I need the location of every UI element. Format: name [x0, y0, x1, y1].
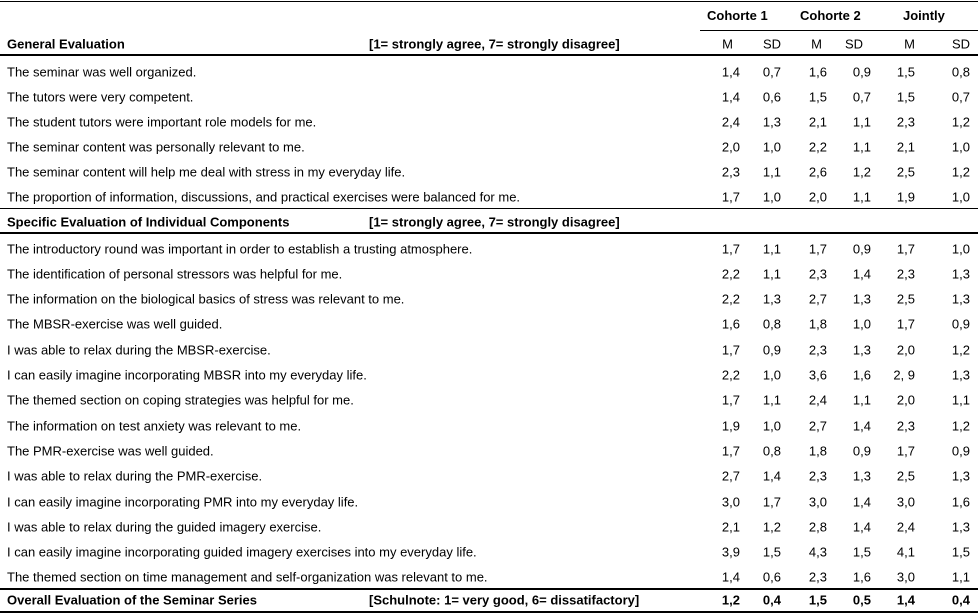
m-cohort-1-value: 1,7 — [721, 392, 740, 408]
sd-cohort-2-value: 0,9 — [852, 443, 871, 459]
sd-cohort-1-value: 1,7 — [762, 494, 781, 509]
m-jointly-value: 2,4 — [896, 519, 915, 535]
table-row — [0, 413, 978, 438]
sd-cohort-1-value: 1,5 — [762, 544, 781, 560]
sd-jointly-value: 0,4 — [951, 592, 970, 608]
table-row — [0, 261, 978, 286]
sd-cohort-2-value: 1,6 — [852, 367, 871, 383]
table-row — [0, 287, 978, 312]
sd-cohort-2-value: 1,3 — [852, 342, 871, 358]
statement-text: I can easily imagine incorporating MBSR into my everyday life. — [7, 367, 367, 383]
m-cohort-2-value: 2,8 — [808, 519, 827, 535]
statement-text: The proportion of information, discussions, and practical exercises were balanced for me. — [7, 189, 521, 204]
cohort-2-header: Cohorte 2 — [800, 8, 861, 23]
sd-cohort-2-value: 0,9 — [852, 241, 871, 256]
m-jointly-value: 2,3 — [896, 266, 915, 282]
statement-text: I was able to relax during the guided imagery exercise. — [7, 519, 322, 535]
sd-cohort-2-value: 1,1 — [852, 392, 871, 408]
table-row — [0, 363, 978, 388]
sd-cohort-1-value: 1,3 — [762, 291, 781, 307]
m-cohort-1-value: 1,9 — [721, 418, 740, 434]
sd-jointly-value: 1,2 — [951, 418, 970, 434]
m-cohort-2-value: 4,3 — [808, 544, 827, 560]
m-jointly-value: 2,3 — [896, 418, 915, 434]
sd-jointly-value: 1,2 — [951, 342, 970, 358]
m-cohort-1-value: 1,7 — [721, 443, 740, 459]
m-jointly-value: 3,0 — [896, 494, 915, 509]
sd-cohort-2-value: 1,3 — [852, 468, 871, 484]
general-section-title: General Evaluation — [7, 36, 125, 51]
m-cohort-1-value: 1,4 — [721, 569, 740, 585]
sd-cohort-2-value: 1,4 — [852, 418, 871, 434]
m-column-label: M — [722, 36, 733, 51]
statement-text: The seminar content was personally relevant to me. — [7, 139, 305, 154]
m-jointly-value: 2,5 — [896, 291, 915, 307]
sd-cohort-2-value: 1,4 — [852, 494, 871, 509]
sd-cohort-1-value: 0,6 — [762, 569, 781, 585]
sd-cohort-2-value: 1,0 — [852, 316, 871, 332]
m-cohort-2-value: 1,6 — [808, 64, 827, 79]
sd-cohort-2-value: 1,1 — [852, 139, 871, 154]
m-cohort-2-value: 2,3 — [808, 266, 827, 282]
m-cohort-1-value: 3,9 — [721, 544, 740, 560]
m-cohort-2-value: 2,4 — [808, 392, 827, 408]
sd-cohort-1-value: 0,4 — [762, 592, 781, 608]
m-cohort-1-value: 2,7 — [721, 468, 740, 484]
statement-text: The themed section on time management and self-organization was relevant to me. — [7, 569, 488, 585]
m-cohort-2-value: 2,7 — [808, 418, 827, 434]
m-jointly-value: 4,1 — [896, 544, 915, 560]
sd-cohort-2-value: 1,5 — [852, 544, 871, 560]
m-cohort-2-value: 2,1 — [808, 114, 827, 129]
sd-cohort-1-value: 1,1 — [762, 241, 781, 256]
sd-cohort-1-value: 1,0 — [762, 418, 781, 434]
specific-section-header — [0, 209, 978, 234]
m-cohort-1-value: 2,4 — [721, 114, 740, 129]
m-cohort-2-value: 2,7 — [808, 291, 827, 307]
m-cohort-2-value: 2,6 — [808, 164, 827, 179]
sd-jointly-value: 1,0 — [951, 241, 970, 256]
sd-column-label: SD — [951, 36, 970, 51]
table-row — [0, 84, 978, 109]
sd-cohort-1-value: 1,3 — [762, 114, 781, 129]
specific-scale-note: [1= strongly agree, 7= strongly disagree] — [369, 214, 620, 229]
m-cohort-1-value: 1,2 — [721, 592, 740, 608]
table-row — [0, 489, 978, 514]
table-row — [0, 134, 978, 159]
top-rule — [0, 1, 978, 2]
statement-text: The information on the biological basics of stress was relevant to me. — [7, 291, 405, 307]
sd-jointly-value: 0,9 — [951, 443, 970, 459]
m-cohort-1-value: 2,2 — [721, 291, 740, 307]
sd-cohort-1-value: 1,1 — [762, 164, 781, 179]
sd-cohort-2-value: 1,6 — [852, 569, 871, 585]
table-row — [0, 565, 978, 590]
sd-jointly-value: 1,1 — [951, 569, 970, 585]
m-jointly-value: 1,7 — [896, 443, 915, 459]
sd-jointly-value: 1,3 — [951, 266, 970, 282]
sd-column-label: SD — [762, 36, 781, 51]
m-cohort-1-value: 2,0 — [721, 139, 740, 154]
statement-text: I was able to relax during the MBSR-exercise. — [7, 342, 271, 358]
m-jointly-value: 3,0 — [896, 569, 915, 585]
overall-scale-note: [Schulnote: 1= very good, 6= dissatifactory] — [369, 592, 640, 608]
m-cohort-2-value: 3,0 — [808, 494, 827, 509]
m-jointly-value: 2,0 — [896, 342, 915, 358]
m-jointly-value: 1,5 — [896, 64, 915, 79]
m-cohort-1-value: 1,7 — [721, 189, 740, 204]
m-cohort-1-value: 2,2 — [721, 266, 740, 282]
m-jointly-value: 2, 9 — [893, 367, 915, 383]
sd-cohort-2-value: 0,9 — [852, 64, 871, 79]
m-jointly-value: 1,7 — [896, 241, 915, 256]
sd-cohort-1-value: 1,1 — [762, 266, 781, 282]
sd-jointly-value: 0,7 — [951, 89, 970, 104]
sd-cohort-2-value: 0,7 — [852, 89, 871, 104]
m-jointly-value: 2,1 — [896, 139, 915, 154]
table-row — [0, 337, 978, 362]
m-cohort-1-value: 1,6 — [721, 316, 740, 332]
m-cohort-2-value: 1,8 — [808, 443, 827, 459]
statement-text: The seminar was well organized. — [7, 64, 197, 79]
m-cohort-2-value: 2,3 — [808, 569, 827, 585]
m-jointly-value: 1,9 — [896, 189, 915, 204]
m-cohort-2-value: 2,3 — [808, 342, 827, 358]
table-row — [0, 236, 978, 261]
jointly-header: Jointly — [903, 8, 945, 23]
m-jointly-value: 1,5 — [896, 89, 915, 104]
sd-cohort-1-value: 1,2 — [762, 519, 781, 535]
table-row — [0, 184, 978, 209]
cohort-1-header: Cohorte 1 — [707, 8, 768, 23]
sd-cohort-1-value: 0,6 — [762, 89, 781, 104]
m-cohort-2-value: 1,5 — [808, 592, 827, 608]
sd-jointly-value: 1,3 — [951, 367, 970, 383]
statement-text: The information on test anxiety was relevant to me. — [7, 418, 302, 434]
sd-jointly-value: 0,8 — [951, 64, 970, 79]
m-jointly-value: 1,4 — [896, 592, 915, 608]
sd-cohort-2-value: 1,4 — [852, 519, 871, 535]
sd-jointly-value: 1,3 — [951, 519, 970, 535]
specific-section-title: Specific Evaluation of Individual Components — [7, 214, 290, 229]
statement-text: The introductory round was important in order to establish a trusting atmosphere. — [7, 241, 473, 256]
sd-cohort-1-value: 1,0 — [762, 189, 781, 204]
table-row — [0, 438, 978, 463]
overall-evaluation-row — [0, 589, 978, 611]
table-row — [0, 514, 978, 539]
sd-jointly-value: 1,0 — [951, 189, 970, 204]
sd-jointly-value: 1,3 — [951, 468, 970, 484]
statement-text: The themed section on coping strategies was helpful for me. — [7, 392, 354, 408]
m-cohort-1-value: 2,3 — [721, 164, 740, 179]
sd-column-label: SD — [844, 36, 863, 51]
sd-jointly-value: 1,1 — [951, 392, 970, 408]
m-cohort-1-value: 2,2 — [721, 367, 740, 383]
m-cohort-2-value: 1,7 — [808, 241, 827, 256]
table-row — [0, 312, 978, 337]
sd-cohort-1-value: 1,0 — [762, 367, 781, 383]
sd-cohort-2-value: 1,1 — [852, 114, 871, 129]
sd-jointly-value: 0,9 — [951, 316, 970, 332]
sd-cohort-1-value: 0,8 — [762, 316, 781, 332]
sd-cohort-2-value: 1,1 — [852, 189, 871, 204]
m-jointly-value: 2,5 — [896, 164, 915, 179]
m-cohort-1-value: 1,7 — [721, 342, 740, 358]
statement-text: The tutors were very competent. — [7, 89, 194, 104]
m-cohort-2-value: 2,3 — [808, 468, 827, 484]
general-scale-note: [1= strongly agree, 7= strongly disagree] — [369, 36, 620, 51]
sd-jointly-value: 1,5 — [951, 544, 970, 560]
sd-jointly-value: 1,3 — [951, 291, 970, 307]
sd-cohort-1-value: 1,1 — [762, 392, 781, 408]
m-cohort-1-value: 3,0 — [721, 494, 740, 509]
table-row — [0, 59, 978, 84]
sd-jointly-value: 1,2 — [951, 114, 970, 129]
sd-cohort-2-value: 1,3 — [852, 291, 871, 307]
m-column-label: M — [904, 36, 915, 51]
m-cohort-2-value: 1,5 — [808, 89, 827, 104]
statement-text: I can easily imagine incorporating PMR into my everyday life. — [7, 494, 359, 509]
sd-jointly-value: 1,0 — [951, 139, 970, 154]
sd-cohort-1-value: 0,7 — [762, 64, 781, 79]
sd-jointly-value: 1,2 — [951, 164, 970, 179]
statement-text: The identification of personal stressors was helpful for me. — [7, 266, 343, 282]
m-jointly-value: 1,7 — [896, 316, 915, 332]
m-jointly-value: 2,5 — [896, 468, 915, 484]
table-row — [0, 540, 978, 565]
m-cohort-1-value: 1,4 — [721, 64, 740, 79]
m-cohort-1-value: 1,4 — [721, 89, 740, 104]
statement-text: The seminar content will help me deal with stress in my everyday life. — [7, 164, 406, 179]
m-cohort-2-value: 3,6 — [808, 367, 827, 383]
m-cohort-2-value: 2,0 — [808, 189, 827, 204]
overall-title: Overall Evaluation of the Seminar Series — [7, 592, 257, 608]
sd-cohort-2-value: 1,4 — [852, 266, 871, 282]
m-column-label: M — [811, 36, 822, 51]
general-section-header — [0, 31, 978, 56]
m-cohort-1-value: 1,7 — [721, 241, 740, 256]
statement-text: The MBSR-exercise was well guided. — [7, 316, 223, 332]
table-row — [0, 109, 978, 134]
table-row — [0, 388, 978, 413]
sd-cohort-1-value: 0,9 — [762, 342, 781, 358]
m-cohort-2-value: 1,8 — [808, 316, 827, 332]
sd-jointly-value: 1,6 — [951, 494, 970, 509]
statement-text: The student tutors were important role models for me. — [7, 114, 317, 129]
table-row — [0, 464, 978, 489]
m-jointly-value: 2,3 — [896, 114, 915, 129]
sd-cohort-2-value: 1,2 — [852, 164, 871, 179]
sd-cohort-1-value: 1,4 — [762, 468, 781, 484]
m-cohort-1-value: 2,1 — [721, 519, 740, 535]
table-row — [0, 159, 978, 184]
sd-cohort-1-value: 1,0 — [762, 139, 781, 154]
m-cohort-2-value: 2,2 — [808, 139, 827, 154]
statement-text: I can easily imagine incorporating guided imagery exercises into my everyday life. — [7, 544, 477, 560]
m-jointly-value: 2,0 — [896, 392, 915, 408]
statement-text: The PMR-exercise was well guided. — [7, 443, 214, 459]
sd-cohort-2-value: 0,5 — [852, 592, 871, 608]
sd-cohort-1-value: 0,8 — [762, 443, 781, 459]
statement-text: I was able to relax during the PMR-exercise. — [7, 468, 263, 484]
